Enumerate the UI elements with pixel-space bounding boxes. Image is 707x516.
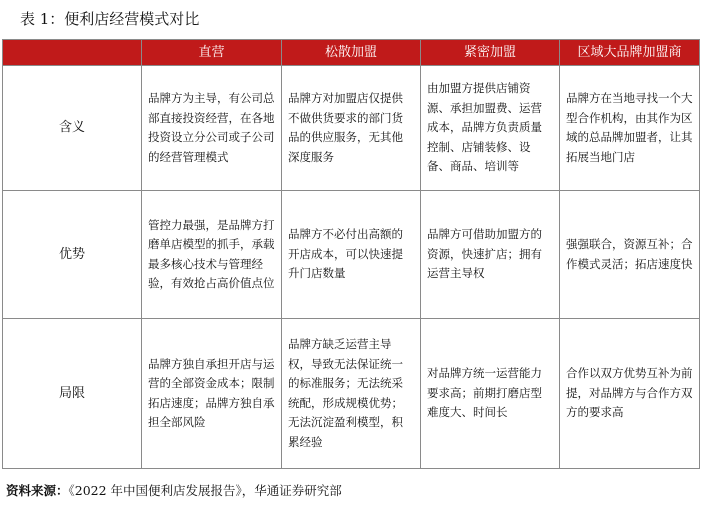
table-cell: 品牌方缺乏运营主导权，导致无法保证统一的标准服务；无法统采统配，形成规模优势；无法沉淀盈利模型，积累经验 <box>282 319 421 469</box>
source-text: 《2022 年中国便利店发展报告》，华通证券研究部 <box>68 483 342 498</box>
header-loose-franchise: 松散加盟 <box>282 40 421 66</box>
comparison-table <box>2 39 700 469</box>
table-cell: 品牌方在当地寻找一个大型合作机构，由其作为区域的总品牌加盟者，让其拓展当地门店 <box>560 66 700 191</box>
table-cell: 强强联合，资源互补；合作模式灵活；拓店速度快 <box>560 191 700 319</box>
table-title: 表 1：便利店经营模式对比 <box>20 10 200 28</box>
table-cell: 品牌方对加盟店仅提供不做供货要求的部门货品的供应服务，无其他深度服务 <box>282 66 421 191</box>
table-cell: 品牌方为主导，有公司总部直接投资经营，在各地投资设立分公司或子公司的经营管理模式 <box>142 66 282 191</box>
source-note <box>6 482 342 500</box>
header-direct: 直营 <box>142 40 282 66</box>
table-cell: 品牌方可借助加盟方的资源，快速扩店；拥有运营主导权 <box>421 191 560 319</box>
table-cell: 品牌方不必付出高额的开店成本，可以快速提升门店数量 <box>282 191 421 319</box>
header-tight-franchise: 紧密加盟 <box>421 40 560 66</box>
table-cell: 品牌方独自承担开店与运营的全部资金成本；限制拓店速度；品牌方独自承担全部风险 <box>142 319 282 469</box>
header-corner <box>3 40 142 66</box>
source-label: 资料来源： <box>6 483 69 498</box>
table-row <box>3 66 700 191</box>
table-cell: 由加盟方提供店铺资源、承担加盟费、运营成本，品牌方负责质量控制、店铺装修、设备、商品、培训等 <box>421 66 560 191</box>
table-row <box>3 191 700 319</box>
row-label-limitation: 局限 <box>3 319 142 469</box>
row-label-advantage: 优势 <box>3 191 142 319</box>
table-cell: 对品牌方统一运营能力要求高；前期打磨店型难度大、时间长 <box>421 319 560 469</box>
table-cell: 合作以双方优势互补为前提，对品牌方与合作方双方的要求高 <box>560 319 700 469</box>
header-row <box>3 40 700 66</box>
row-label-meaning: 含义 <box>3 66 142 191</box>
table-row <box>3 319 700 469</box>
table-cell: 管控力最强，是品牌方打磨单店模型的抓手，承载最多核心技术与管理经验，有效抢占高价值点位 <box>142 191 282 319</box>
header-regional-franchise: 区域大品牌加盟商 <box>560 40 700 66</box>
